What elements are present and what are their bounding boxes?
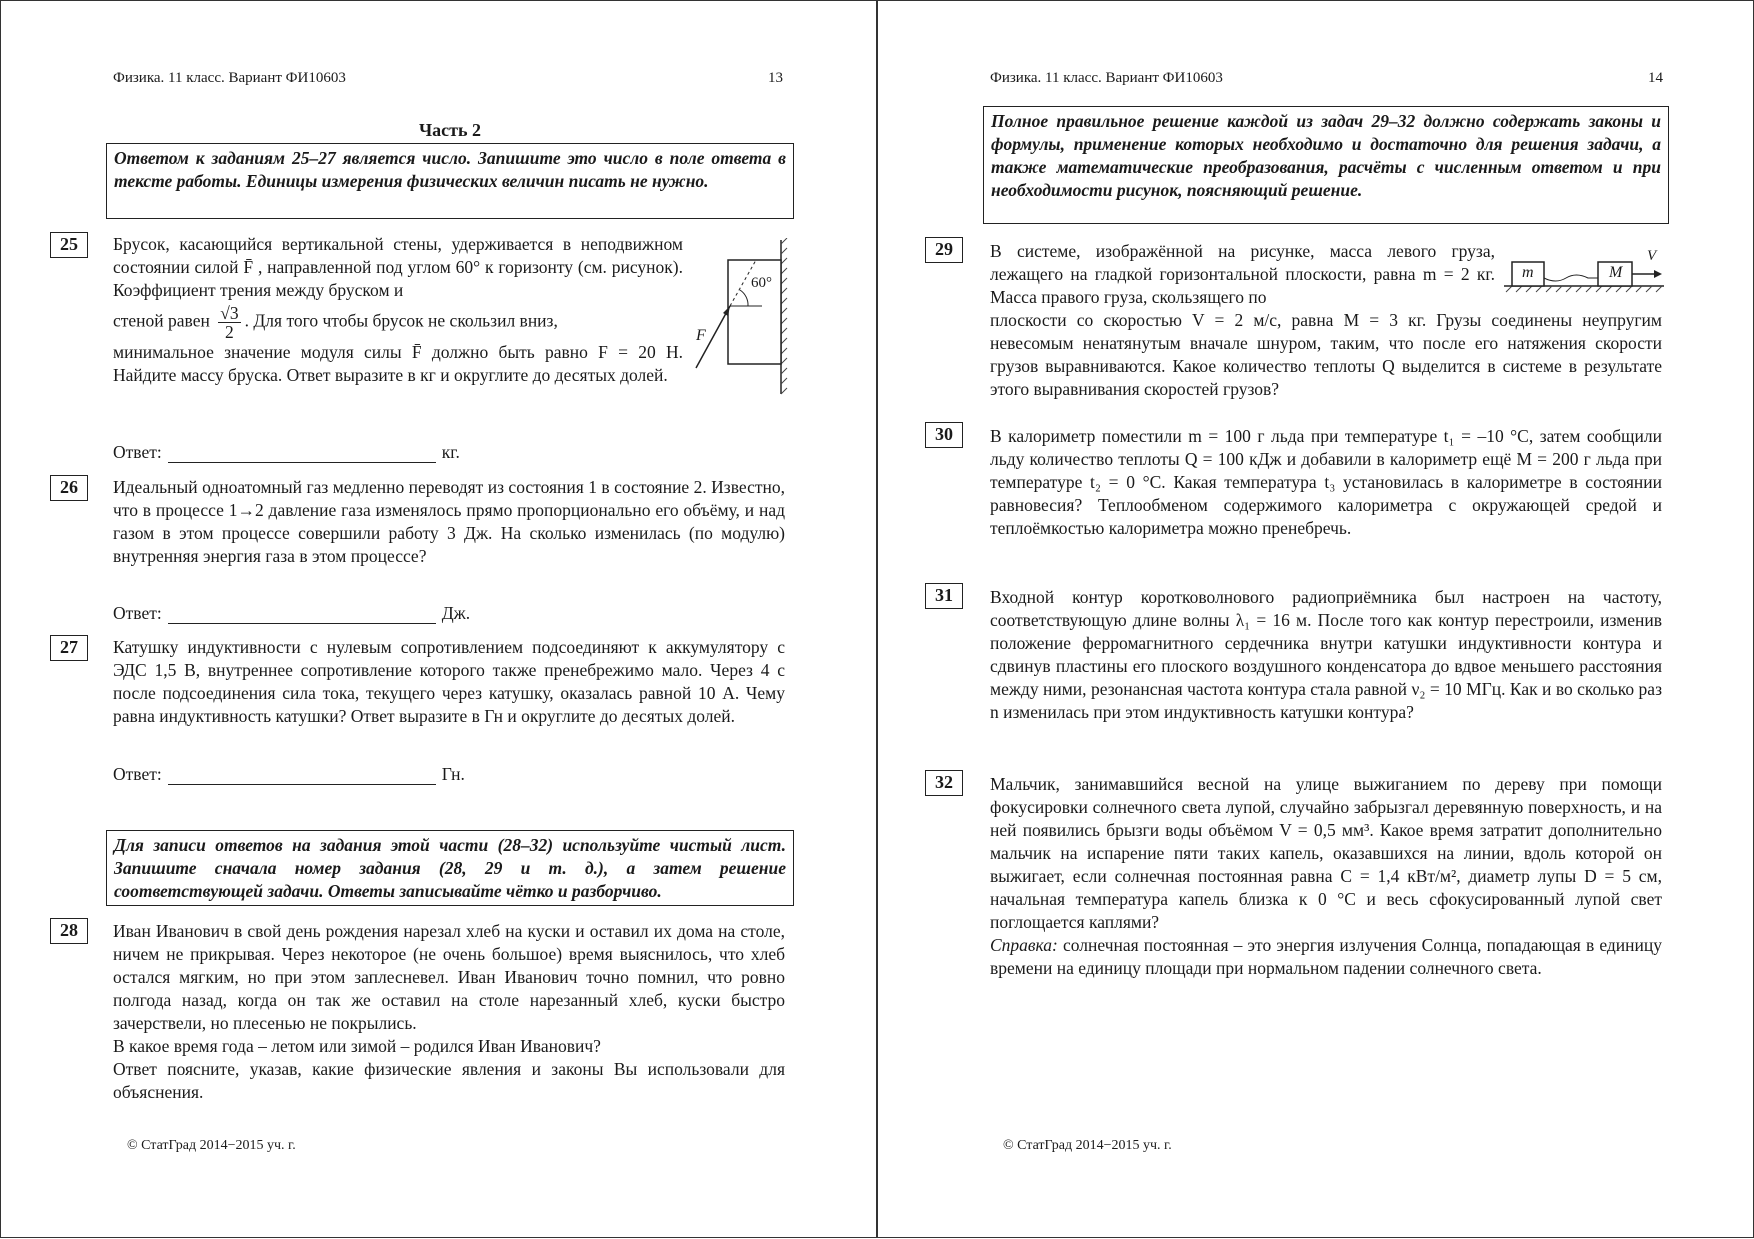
q27-answer-unit: Гн. xyxy=(441,764,465,784)
q26-answer-field[interactable] xyxy=(168,605,436,624)
question-32-text xyxy=(990,773,1662,980)
q28-text-1: Иван Иванович в свой день рождения нарезал хлеб на куски и оставил их дома на столе, ничем не прикрывая. Через некоторое (не очень большое) время выяснилось, что хлеб остался мягким, но при этом заплесневел. Иван Иванович точно помнил, что ровно полгода назад, когда он так же оставил на столе нарезанный хлеб, куски быстро зачерствели, но плесенью не покрылись. xyxy=(113,921,785,1033)
q25-fraction-denominator: 2 xyxy=(225,322,234,342)
q32-note-text: солнечная постоянная – это энергия излучения Солнца, попадающая в единицу времени на единицу площади при нормальном падении солнечного света. xyxy=(990,935,1663,978)
q26-answer-unit: Дж. xyxy=(441,603,471,623)
instruction-box-writing: Для записи ответов на задания этой части (28–32) используйте чистый лист. Запишите сначала номер задания (28, 29 и т. д.), а затем решение соответствующей задачи. Ответы записывайте чётко и разборчиво. xyxy=(106,830,794,906)
instruction-box-solutions: Полное правильное решение каждой из задач 29–32 должно содержать законы и формулы, применение которых необходимо и достаточно для решения задачи, а также математические преобразования, расчёты с численным ответом и при необходимости рисунок, поясняющий решение. xyxy=(983,106,1669,224)
question-25-text xyxy=(113,233,683,387)
q29-figure-mass-m: m xyxy=(1522,264,1534,281)
question-number-26: 26 xyxy=(50,475,88,501)
part-title: Часть 2 xyxy=(418,120,482,140)
q25-answer-unit: кг. xyxy=(441,442,460,462)
q28-text-2: В какое время года – летом или зимой – родился Иван Иванович? xyxy=(113,1036,601,1056)
question-29-text-bottom: плоскости со скоростью V = 2 м/с, равна M = 3 кг. Грузы соединены неупругим невесомым ненатянутым вначале шнуром, таким, что после его натяжения скорости грузов выравниваются. Какое количество теплоты Q выделится в системе в результате этого выравнивания скоростей грузов? xyxy=(990,310,1662,399)
q25-fraction-numerator: √3 xyxy=(220,303,239,323)
q27-answer-field[interactable] xyxy=(168,766,436,785)
q27-answer xyxy=(113,764,465,785)
question-number-32: 32 xyxy=(925,770,963,796)
question-27-text: Катушку индуктивности с нулевым сопротивлением подсоединяют к аккумулятору с ЭДС 1,5 В, внутреннее сопротивление которого также пренебрежимо мало. Через 4 с после подсоединения сила тока, текущего через катушку, оказалась равной 10 А. Чему равна индуктивность катушки? Ответ выразите в Гн и округлите до десятых долей. xyxy=(113,637,785,726)
left-footer: © СтатГрад 2014−2015 уч. г. xyxy=(127,1138,296,1153)
right-footer: © СтатГрад 2014−2015 уч. г. xyxy=(1003,1138,1172,1153)
right-page-number: 14 xyxy=(1648,70,1663,86)
question-number-25: 25 xyxy=(50,232,88,258)
q28-text-3: Ответ поясните, указав, какие физические явления и законы Вы использовали для объяснения. xyxy=(113,1059,785,1102)
q29-figure-velocity: V xyxy=(1647,248,1657,264)
q25-text-2b: . Для того чтобы брусок не скользил вниз, xyxy=(244,310,558,331)
q29-figure-mass-M: M xyxy=(1609,264,1623,281)
q25-text-1: Брусок, касающийся вертикальной стены, удерживается в неподвижном состоянии силой F̄ , направленной под углом 60° к горизонту (см. рисунок). Коэффициент трения между бруском и xyxy=(113,234,683,300)
q32-text: Мальчик, занимавшийся весной на улице выжиганием по дереву при помощи фокусировки солнечного света лупой, случайно забрызгал деревянную поверхность, и на ней появились брызги воды объёмом V = 0,5 мм³. Какое время затратит дополнительно мальчик на испарение пяти таких капель, оказавшихся на линии, вдоль которой он выжигает, если солнечная постоянная равна C = 1,4 кВт/м², диаметр лупы D = 5 см, начальная температура капель близка к 0 °С и весь сфокусированный лупой свет поглощается каплями? xyxy=(990,774,1662,932)
q25-answer-field[interactable] xyxy=(168,444,436,463)
q25-figure-force: F xyxy=(696,327,706,344)
q26-answer xyxy=(113,603,470,624)
q26-answer-label: Ответ: xyxy=(113,603,162,623)
instruction-box-answers: Ответом к заданиям 25–27 является число. Запишите это число в поле ответа в тексте работы. Единицы измерения физических величин писать не нужно. xyxy=(106,143,794,219)
question-number-31: 31 xyxy=(925,583,963,609)
q32-note xyxy=(990,934,1662,980)
question-number-28: 28 xyxy=(50,918,88,944)
question-31-text: Входной контур коротковолнового радиоприёмника был настроен на частоту, соответствующую длине волны λ₁ = 16 м. После того как контур перестроили, изменив положение ферромагнитного сердечника внутри катушки индуктивности контура и сдвинув пластины его плоского воздушного конденсатора до вдвое меньшего расстояния между ними, резонансная частота контура стала равной ν₂ = 10 МГц. Как и во сколько раз n изменилась при этом индуктивность катушки контура? xyxy=(990,587,1662,722)
q25-text-2 xyxy=(113,304,683,341)
question-number-30: 30 xyxy=(925,422,963,448)
left-header: Физика. 11 класс. Вариант ФИ10603 xyxy=(113,70,346,86)
question-number-29: 29 xyxy=(925,237,963,263)
question-26-text: Идеальный одноатомный газ медленно переводят из состояния 1 в состояние 2. Известно, что в процессе 1→2 давление газа изменялось прямо пропорционально его объёму, и над газом в этом процессе совершили работу 3 Дж. На сколько изменилась (по модулю) внутренняя энергия газа в этом процессе? xyxy=(113,477,785,566)
left-page xyxy=(0,0,876,1238)
question-29-text-top: В системе, изображённой на рисунке, масса левого груза, лежащего на гладкой горизонтальной плоскости, равна m = 2 кг. Масса правого груза, скользящего по xyxy=(990,241,1495,307)
right-header: Физика. 11 класс. Вариант ФИ10603 xyxy=(990,70,1223,86)
q32-note-label: Справка: xyxy=(990,935,1058,955)
question-30-text: В калориметр поместили m = 100 г льда при температуре t₁ = –10 °С, затем сообщили льду количество теплоты Q = 100 кДж и добавили в калориметр ещё M = 200 г льда при температуре t₂ = 0 °С. Какая температура t₃ установилась в калориметре в состоянии равновесия? Теплообменом содержимого калориметра с окружающей средой и теплоёмкостью калориметра можно пренебречь. xyxy=(990,426,1662,538)
q25-text-3: минимальное значение модуля силы F̄ должно быть равно F = 20 Н. Найдите массу бруска. Ответ выразите в кг и округлите до десятых долей. xyxy=(113,342,683,385)
q25-answer-label: Ответ: xyxy=(113,442,162,462)
q27-answer-label: Ответ: xyxy=(113,764,162,784)
q25-fraction xyxy=(218,304,240,341)
right-page xyxy=(878,0,1754,1238)
q25-text-2a: стеной равен xyxy=(113,310,210,331)
q25-figure-angle: 60° xyxy=(751,275,772,291)
left-page-number: 13 xyxy=(768,70,783,86)
question-number-27: 27 xyxy=(50,635,88,661)
q25-answer xyxy=(113,442,460,463)
q25-figure xyxy=(690,238,790,398)
question-28-text xyxy=(113,920,785,1104)
